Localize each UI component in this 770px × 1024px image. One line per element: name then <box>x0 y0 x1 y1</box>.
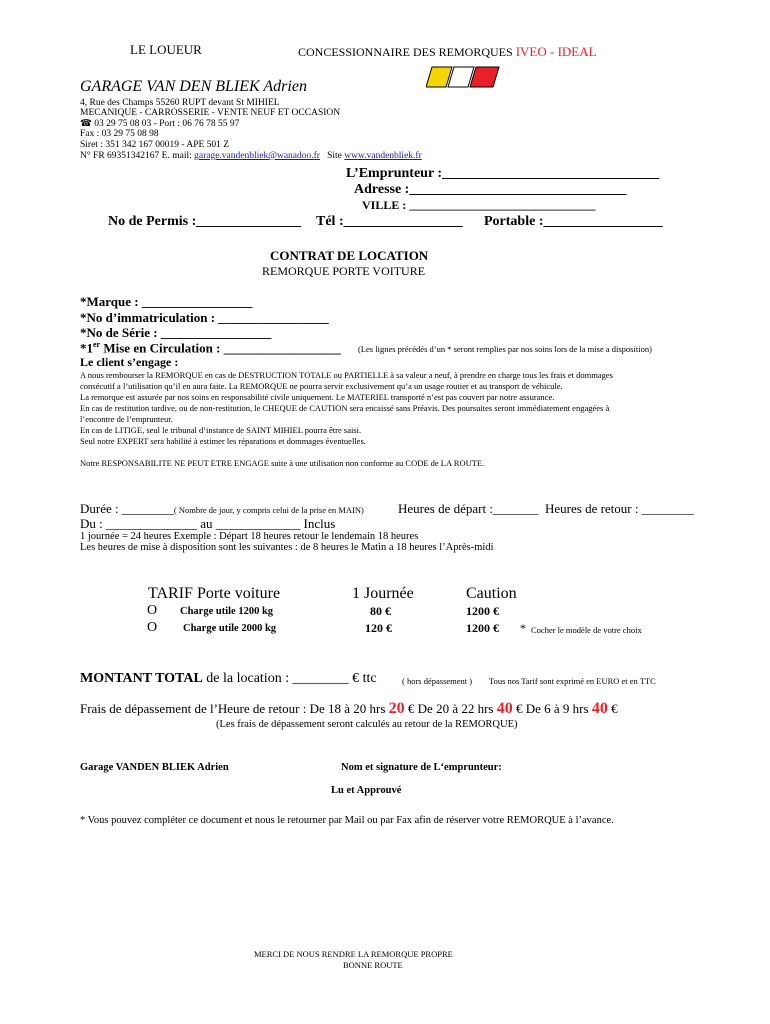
garage-name: GARAGE VAN DEN BLIEK Adrien <box>80 78 307 95</box>
engagement-line: La remorque est assurée par nos soins en responsabilité civile uniquement. Le MATERIEL transporté n’est pas couvert par notre assurance. <box>80 392 555 402</box>
tarif-col-caution: Caution <box>466 585 517 602</box>
tarif-label-2000: Charge utile 2000 kg <box>183 623 277 634</box>
adresse-field[interactable]: Adresse :_______________________________ <box>354 182 627 197</box>
depassement-suffix: € <box>611 701 618 716</box>
retour-field[interactable]: Heures de retour : ________ <box>545 501 694 516</box>
permis-field[interactable]: No de Permis :_______________ <box>108 214 302 229</box>
tel-field[interactable]: Tél :_________________ <box>316 214 463 229</box>
tarif-title: TARIF Porte voiture <box>148 585 281 602</box>
merci-note: MERCI DE NOUS RENDRE LA REMORQUE PROPRE <box>254 949 453 959</box>
hors-depassement: ( hors dépassement ) <box>402 676 473 686</box>
serie-field[interactable]: *No de Série : _________________ <box>80 325 272 340</box>
marque-field[interactable]: *Marque : _________________ <box>80 294 253 309</box>
depassement-prefix: Frais de dépassement de l’Heure de retour : De 18 à 20 hrs <box>80 701 386 716</box>
tarif-caution-1200: 1200 € <box>466 604 499 618</box>
engagement-line: consécutif a l’utilisation qu’il en aura faite. La REMORQUE ne pourra servir exclusivement qu’a un usage routier et au transport de véhicule. <box>80 381 563 391</box>
circulation-sup: er <box>93 340 101 349</box>
engagement-line: A nous rembourser la REMORQUE en cas de DESTRUCTION TOTALE ou PARTIELLE à sa valeur a neuf, à prendre en charge tous les frais et dommages <box>80 370 613 380</box>
portable-field[interactable]: Portable :_________________ <box>484 214 663 229</box>
engagement-line: En cas de LITIGE, seul le tribunal d’instance de SAINT MIHIEL pourra être saisi. <box>80 425 362 435</box>
address: 4, Rue des Champs 55260 RUPT devant St MIHIEL <box>80 98 280 108</box>
immat-field[interactable]: *No d’immatriculation : _________________ <box>80 310 329 325</box>
du-au-field[interactable]: Du : ______________ au _____________ Inclus <box>80 516 336 531</box>
bonne-route: BONNE ROUTE <box>343 960 403 970</box>
concessionnaire-text: CONCESSIONNAIRE DES REMORQUES <box>298 45 513 59</box>
circulation-prefix: *1 <box>80 340 93 356</box>
tarif-col-journee: 1 Journée <box>352 585 414 602</box>
tarif-radio-2000[interactable]: O <box>147 620 158 635</box>
contract-subtitle: REMORQUE PORTE VOITURE <box>262 264 426 278</box>
vat-mail-prefix: N° FR 69351342167 E. mail: <box>80 151 192 161</box>
montant-label: MONTANT TOTAL <box>80 671 203 686</box>
depassement-mid1: € De 20 à 22 hrs <box>407 701 494 716</box>
flag-logo <box>426 66 500 88</box>
brand-text: IVEO - IDEAL <box>515 44 597 59</box>
duree-label: Durée : ________ <box>80 501 174 516</box>
cocher-note: Cocher le modèle de votre choix <box>531 625 642 635</box>
contact-line <box>80 151 422 161</box>
site-link[interactable]: www.vandenbliek.fr <box>344 151 422 161</box>
tarif-label-1200: Charge utile 1200 kg <box>180 606 274 617</box>
depassement-line <box>80 700 618 718</box>
completer-note: * Vous pouvez compléter ce document et nous le retourner par Mail ou par Fax afin de réserver votre REMORQUE à l’avance. <box>80 815 614 826</box>
depassement-v1: 20 <box>388 700 405 717</box>
journee-note: 1 journée = 24 heures Exemple : Départ 18 heures retour le lendemain 18 heures <box>80 531 419 542</box>
tarif-radio-1200[interactable]: O <box>147 603 158 618</box>
concessionnaire-label <box>298 44 597 60</box>
emprunteur-field[interactable]: L’Emprunteur :_______________________________ <box>346 166 660 181</box>
fax: Fax : 03 29 75 08 98 <box>80 129 159 139</box>
responsabilite-note: Notre RESPONSABILITE NE PEUT ETRE ENGAGE suite à une utilisation non conforme au CODE de LA ROUTE. <box>80 458 485 468</box>
activity: MECANIQUE - CARROSSERIE - VENTE NEUF ET OCCASION <box>80 108 341 118</box>
depassement-v2: 40 <box>496 700 513 717</box>
signature-garage: Garage VANDEN BLIEK Adrien <box>80 762 229 773</box>
duree-note: ( Nombre de jour, y compris celui de la prise en MAIN) <box>173 505 364 515</box>
depassement-note: (Les frais de dépassement seront calculés au retour de la REMORQUE) <box>216 719 518 730</box>
signature-emprunteur[interactable]: Nom et signature de L‘emprunteur: <box>341 762 502 773</box>
siret: Siret : 351 342 167 00019 - APE 501 Z <box>80 140 230 150</box>
phone: ☎ 03 29 75 08 03 - Port : 06 76 78 55 97 <box>80 119 240 129</box>
tarifs-note: Tous nos Tarif sont exprimé en EURO et en TTC <box>489 676 656 686</box>
montant-rest: de la location : ________ € ttc <box>206 671 377 686</box>
ville-field[interactable]: VILLE : _______________________________ <box>362 198 596 212</box>
montant-field[interactable] <box>80 671 377 687</box>
circulation-rest: Mise en Circulation : __________________ <box>100 340 341 356</box>
heures-mise-note: Les heures de mise à disposition sont les suivantes : de 8 heures le Matin a 18 heures l’Après-midi <box>80 542 494 553</box>
email-link[interactable]: garage.vandenbliek@wanadoo.fr <box>194 151 320 161</box>
circulation-field[interactable] <box>80 340 341 356</box>
depassement-v3: 40 <box>591 700 608 717</box>
site-prefix: Site <box>327 151 342 161</box>
duree-field[interactable] <box>80 501 364 517</box>
depart-field[interactable]: Heures de départ :_______ <box>398 501 539 516</box>
loueur-label: LE LOUEUR <box>130 42 202 57</box>
lu-approuve: Lu et Approuvé <box>331 785 402 796</box>
engagement-title: Le client s’engage : <box>80 355 179 369</box>
engagement-line: Seul notre EXPERT sera habilité à estimer les réparations et dommages éventuelles. <box>80 436 366 446</box>
tarif-caution-2000: 1200 € <box>466 621 499 635</box>
vehicle-note: (Les lignes précédés d’un * seront remplies par nos soins lors de la mise a disposition) <box>358 344 652 354</box>
engagement-line: l’encontre de l’emprunteur. <box>80 414 173 424</box>
contract-title: CONTRAT DE LOCATION <box>270 248 429 263</box>
tarif-price-2000: 120 € <box>365 621 392 635</box>
tarif-price-1200: 80 € <box>370 604 391 618</box>
engagement-line: En cas de restitution tardive, ou de non-restitution, le CHEQUE de CAUTION sera encaissé sans Préavis. Des poursuites seront immédiatement engagées à <box>80 403 610 413</box>
cocher-star: * <box>520 621 526 635</box>
depassement-mid2: € De 6 à 9 hrs <box>515 701 589 716</box>
